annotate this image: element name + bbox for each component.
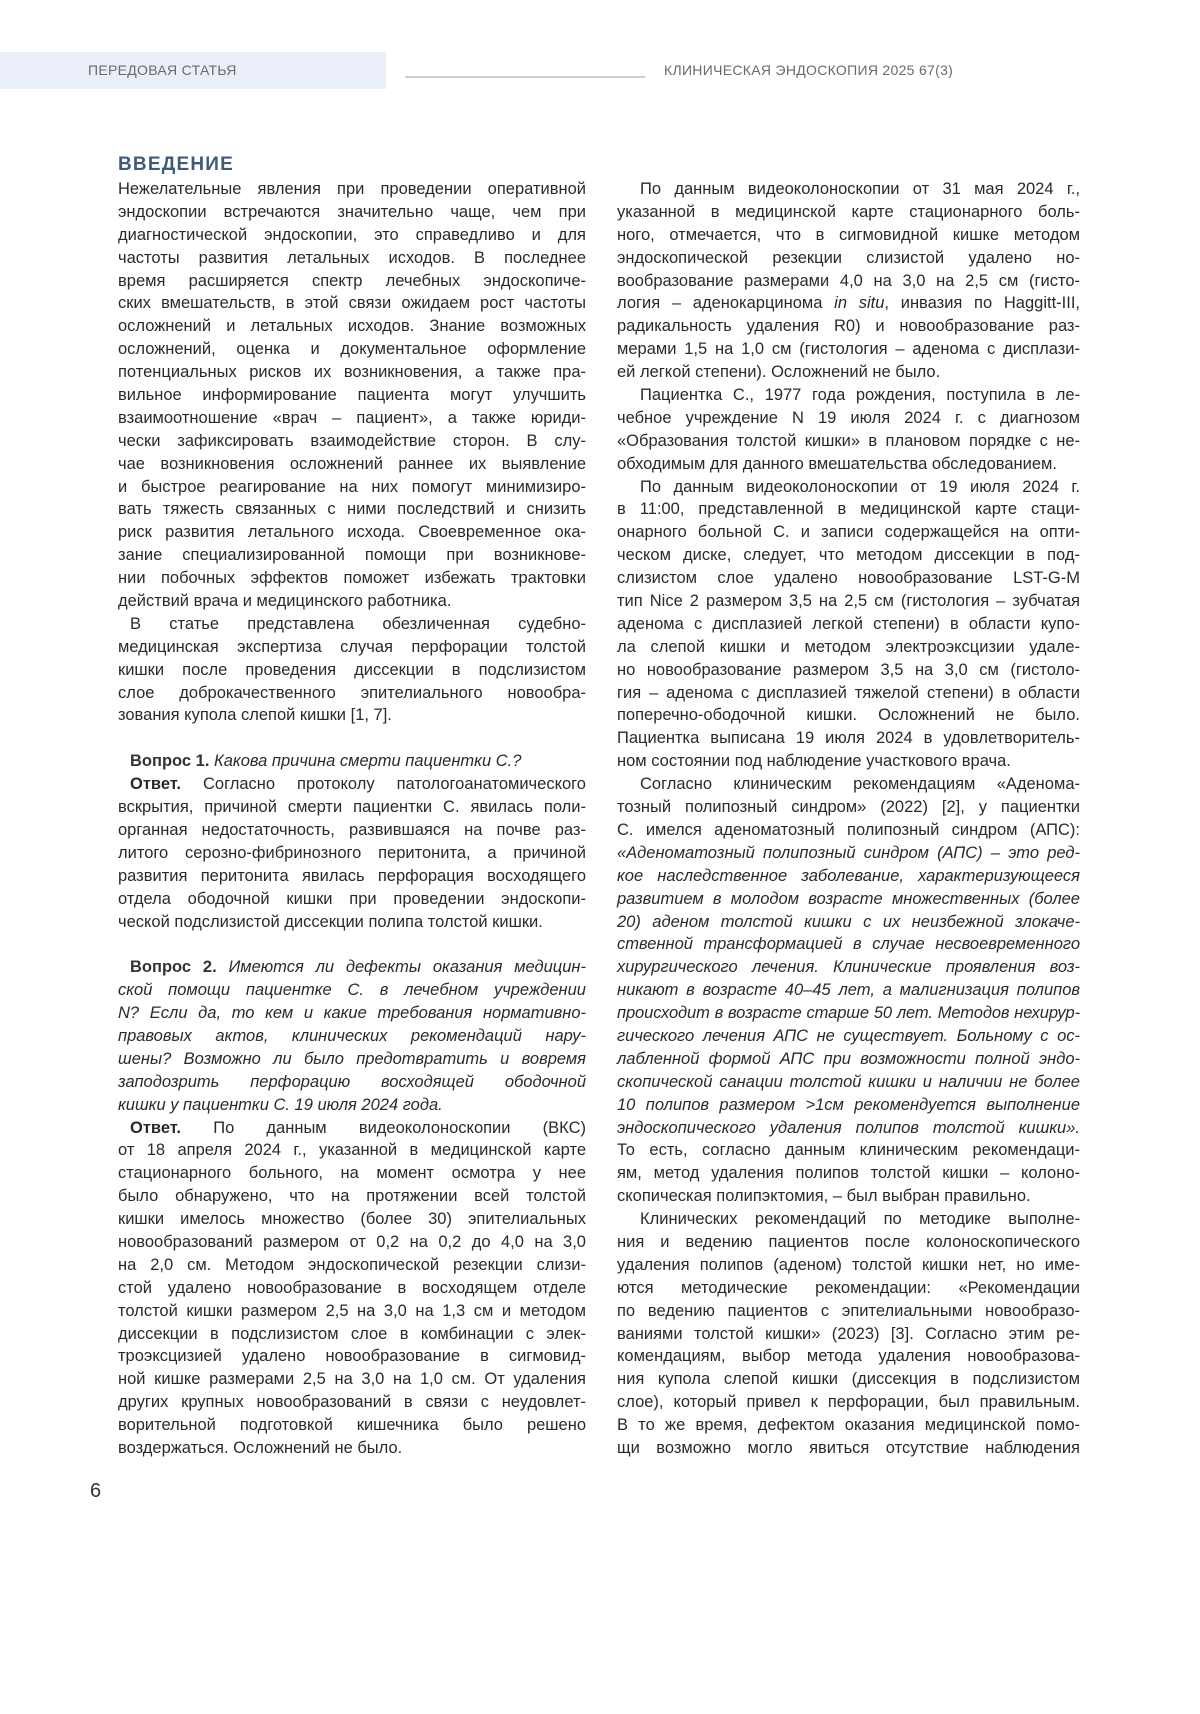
text-run: По данным видеоколоноскопии (ВКС) [213, 1118, 586, 1137]
text-line [118, 1208, 586, 1231]
text-line [617, 567, 1080, 590]
text-run: В то же время, дефектом оказания медицинской помо- [617, 1416, 1080, 1435]
paragraph [118, 1117, 586, 1460]
text-run: скопическая полипэктомия, – был выбран правильно. [617, 1187, 1031, 1206]
text-line [118, 1094, 586, 1117]
text-line [617, 544, 1080, 567]
text-line [118, 773, 586, 796]
text-run: было обнаружено, что на протяжении всей толстой [118, 1187, 586, 1206]
text-run: кишки у пациентки С. 19 июля 2024 года. [118, 1095, 443, 1114]
text-line [118, 1277, 586, 1300]
text-run: троэксцизией удалено новообразование в сигмовид- [118, 1347, 586, 1366]
text-run: удаления полипов (аденом) толстой кишки нет, но име- [617, 1255, 1080, 1274]
text-run: щи возможно могло явиться отсутствие наблюдения [617, 1438, 1080, 1457]
text-line [118, 842, 586, 865]
text-line [118, 956, 586, 979]
text-run: чески зафиксировать взаимодействие сторон. В слу- [118, 431, 586, 450]
text-run: происходит в возрасте старше 50 лет. Методов нехирур- [617, 1004, 1080, 1023]
text-line [617, 521, 1080, 544]
text-run: чае возникновения осложнений раннее их выявление [118, 454, 586, 473]
text-line [118, 453, 586, 476]
text-run: правовых актов, клинических рекомендаций нару- [118, 1026, 586, 1045]
text-run: заподозрить перфорацию восходящей ободочной [118, 1072, 586, 1091]
text-run: вильное информирование пациента могут улучшить [118, 386, 586, 405]
text-line [617, 865, 1080, 888]
text-run: В статье представлена обезличенная судебно- [130, 614, 586, 633]
text-run: ной кишке размерами 2,5 на 3,0 на 1,0 см. От удаления [118, 1370, 586, 1389]
text-line [617, 1048, 1080, 1071]
text-line [118, 636, 586, 659]
text-line [617, 270, 1080, 293]
text-line [617, 1345, 1080, 1368]
text-line [118, 270, 586, 293]
text-run: кое наследственное заболевание, характеризующееся [617, 866, 1080, 885]
text-line [118, 407, 586, 430]
text-run: Пациентка С., 1977 года рождения, поступила в ле- [640, 386, 1080, 405]
text-line [617, 636, 1080, 659]
text-run: ворительной подготовкой кишечника было решено [118, 1416, 586, 1435]
text-run: N? Если да, то кем и какие требования нормативно- [118, 1004, 586, 1023]
text-run: ла слепой кишки и методом электроэксцизии удале- [617, 637, 1080, 656]
text-run: чебное учреждение N 19 июля 2024 г. с диагнозом [617, 408, 1080, 427]
section-label: ПЕРЕДОВАЯ СТАТЬЯ [88, 62, 237, 78]
text-line [617, 819, 1080, 842]
text-line [617, 704, 1080, 727]
text-run: Клинических рекомендаций по методике выполне- [640, 1210, 1080, 1229]
paragraph [617, 178, 1080, 384]
text-run: риск развития летального исхода. Своевременное ока- [118, 523, 586, 542]
text-run: ного, отмечается, что в сигмовидной кишке методом [617, 225, 1080, 244]
text-run: диссекции в подслизистом слое в комбинации с элек- [118, 1324, 586, 1343]
text-run: Нежелательные явления при проведении оперативной [118, 180, 586, 198]
text-run: диагностической эндоскопии, это справедливо и для [118, 225, 586, 244]
text-line [617, 1139, 1080, 1162]
text-line [118, 544, 586, 567]
text-run: онарного больной С. и записи содержащейся на опти- [617, 523, 1080, 542]
text-line [118, 1117, 586, 1140]
text-line [118, 704, 586, 727]
text-line [617, 956, 1080, 979]
run-label: Ответ. [130, 775, 203, 794]
text-run: радикальность удаления R0) и новообразование раз- [617, 317, 1080, 336]
text-line [617, 888, 1080, 911]
text-line [118, 315, 586, 338]
text-run: стационарного больного, на момент осмотра у нее [118, 1164, 586, 1183]
text-run: ской помощи пациентке С. в лечебном учреждении [118, 981, 586, 1000]
text-line [617, 1025, 1080, 1048]
text-line [617, 1277, 1080, 1300]
text-line [617, 590, 1080, 613]
text-line [118, 430, 586, 453]
left-column [118, 178, 586, 1460]
text-line [118, 682, 586, 705]
text-line [617, 659, 1080, 682]
text-run: Согласно протоколу патологоанатомического [202, 775, 586, 794]
text-run: слизистом слое удалено новообразование LST-G-M [617, 569, 1080, 588]
text-line [617, 1071, 1080, 1094]
text-line [118, 796, 586, 819]
text-run: ном состоянии под наблюдение участкового врача. [617, 752, 1011, 771]
text-line [118, 498, 586, 521]
text-run: от 18 апреля 2024 г., указанной в медицинской карте [118, 1141, 586, 1160]
paragraph [617, 476, 1080, 774]
text-line [118, 911, 586, 934]
text-line [118, 1437, 586, 1460]
text-run: Согласно клиническим рекомендациям «Аденома- [640, 775, 1080, 794]
text-line [617, 1300, 1080, 1323]
paragraph [118, 956, 586, 1116]
text-line [118, 1414, 586, 1437]
text-run: указанной в медицинской карте стационарного боль- [617, 202, 1080, 221]
text-run: , инвазия по Haggitt-III, [884, 294, 1080, 313]
text-run: время расширяется спектр лечебных эндоскопиче- [118, 271, 586, 290]
blank-line [118, 727, 586, 750]
text-line [617, 1231, 1080, 1254]
text-line [118, 1300, 586, 1323]
right-column [617, 178, 1080, 1460]
text-line [118, 659, 586, 682]
text-line [617, 1208, 1080, 1231]
text-run: гия – аденома с дисплазией тяжелой степени) в области [617, 683, 1080, 702]
text-run: шены? Возможно ли было предотвратить и вовремя [118, 1049, 586, 1068]
text-run: Пациентка выписана 19 июля 2024 в удовлетворитель- [617, 729, 1080, 748]
text-line [617, 1162, 1080, 1185]
text-run: нии побочных эффектов поможет избежать трактовки [118, 569, 586, 588]
text-run: литого серозно-фибринозного перитонита, а причиной [118, 843, 586, 862]
text-line [118, 750, 586, 773]
text-line [617, 476, 1080, 499]
text-line [617, 1002, 1080, 1025]
text-line [118, 1002, 586, 1025]
text-run: стой удалено новообразование в восходящем отделе [118, 1278, 586, 1297]
text-line [617, 1414, 1080, 1437]
text-line [617, 1391, 1080, 1414]
text-line [617, 1094, 1080, 1117]
text-line [617, 750, 1080, 773]
text-line [617, 796, 1080, 819]
text-run: осложнений и летальных исходов. Знание возможных [118, 317, 586, 336]
text-run: на 2,0 см. Методом эндоскопической резекции слизи- [118, 1255, 586, 1274]
text-run: лабленной формой АПС при возможности полной эндо- [617, 1049, 1080, 1068]
text-line [617, 178, 1080, 201]
text-line [617, 338, 1080, 361]
text-run: ческой подслизистой диссекции полипа толстой кишки. [118, 912, 543, 931]
text-run: толстой кишки размером 2,5 на 3,0 на 1,3 см и методом [118, 1301, 586, 1320]
text-line [118, 361, 586, 384]
text-line [617, 292, 1080, 315]
text-run: медицинская экспертиза случая перфорации толстой [118, 637, 586, 656]
section-heading: ВВЕДЕНИЕ [118, 154, 234, 175]
text-line [118, 476, 586, 499]
text-run: поперечно-ободочной кишки. Осложнений не было. [617, 706, 1080, 725]
text-run: потенциальных рисков их возникновения, а также пра- [118, 363, 586, 382]
text-line [118, 338, 586, 361]
text-line [617, 430, 1080, 453]
text-line [617, 1437, 1080, 1460]
text-line [617, 453, 1080, 476]
text-run: ственной трансформацией в случае несвоевременного [617, 935, 1080, 954]
text-line [617, 842, 1080, 865]
text-line [118, 1231, 586, 1254]
paragraph [118, 773, 586, 933]
text-line [617, 384, 1080, 407]
text-line [617, 1368, 1080, 1391]
text-run: тип Nice 2 размером 3,5 на 2,5 см (гистология – зубчатая [617, 592, 1080, 611]
text-line [118, 1254, 586, 1277]
text-run: и быстрое реагирование на них помогут минимизиро- [118, 477, 586, 496]
text-run: вообразование размерами 4,0 на 3,0 на 2,5 см (гисто- [617, 271, 1080, 290]
text-line [617, 979, 1080, 1002]
header-divider [405, 76, 645, 78]
text-line [118, 292, 586, 315]
text-line [118, 819, 586, 842]
text-run: действий врача и медицинского работника. [118, 592, 452, 611]
text-line [118, 247, 586, 270]
run-label: Вопрос 1. [130, 752, 215, 771]
text-run: мерами 1,5 на 1,0 см (гистология – аденома с дисплази- [617, 340, 1080, 359]
text-line [118, 224, 586, 247]
text-line [118, 979, 586, 1002]
text-run: ческом диске, следует, что методом диссекции в под- [617, 546, 1080, 565]
text-line [118, 1345, 586, 1368]
paragraph [617, 384, 1080, 476]
text-run: По данным видеоколоноскопии от 19 июля 2024 г. [640, 477, 1080, 496]
text-run: новообразований размером от 0,2 на 0,2 до 4,0 на 3,0 [118, 1232, 586, 1251]
blank-line [118, 933, 586, 956]
text-run: гического лечения АПС не существует. Больному с ос- [617, 1026, 1080, 1045]
text-line [118, 1071, 586, 1094]
text-run: других крупных новообразований в связи с неудовлет- [118, 1393, 586, 1412]
text-run: комендациям, выбор метода удаления новообразова- [617, 1347, 1080, 1366]
text-run: по ведению пациентов с эпителиальными новообразо- [617, 1301, 1080, 1320]
text-run: развитием в молодом возрасте множественных (более [617, 889, 1080, 908]
text-line [118, 590, 586, 613]
text-line [118, 567, 586, 590]
run-label: Вопрос 2. [130, 958, 229, 977]
text-run: in situ [834, 294, 885, 313]
text-line [118, 613, 586, 636]
text-run: ния купола слепой кишки (диссекция в подслизистом [617, 1370, 1080, 1389]
text-line [617, 224, 1080, 247]
text-run: скопической санации толстой кишки и наличии не более [617, 1072, 1080, 1091]
text-run: логия – аденокарцинома [617, 294, 835, 313]
text-line [617, 247, 1080, 270]
text-line [118, 1048, 586, 1071]
text-line [617, 911, 1080, 934]
text-run: аденома с дисплазией легкой степени) в области купо- [617, 614, 1080, 633]
text-line [617, 361, 1080, 384]
paragraph [617, 1208, 1080, 1460]
text-run: вскрытия, причиной смерти пациентки С. явилась поли- [118, 798, 586, 817]
paragraph [118, 613, 586, 727]
text-run: осложнений, оценка и документальное оформление [118, 340, 586, 359]
text-run: хирургического лечения. Клинические проявления воз- [617, 958, 1080, 977]
text-run: То есть, согласно данным клиническим рекомендаци- [617, 1141, 1080, 1160]
text-run: По данным видеоколоноскопии от 31 мая 2024 г., [640, 180, 1080, 198]
text-run: отдела ободочной кишки при проведении эндоскопи- [118, 889, 586, 908]
text-run: вать тяжесть связанных с ними последствий и снизить [118, 500, 586, 519]
text-run: Имеются ли дефекты оказания медицин- [228, 958, 586, 977]
text-run: органная недостаточность, развившаяся на почве раз- [118, 820, 586, 839]
text-run: 10 полипов размером >1см рекомендуется выполнение [617, 1095, 1080, 1114]
text-line [617, 315, 1080, 338]
text-line [617, 1254, 1080, 1277]
text-line [118, 1368, 586, 1391]
text-run: «Аденоматозный полипозный синдром (АПС) – это ред- [617, 843, 1080, 862]
text-line [118, 1185, 586, 1208]
text-run: «Образования толстой кишки» в плановом порядке с не- [617, 431, 1080, 450]
text-line [617, 1323, 1080, 1346]
text-line [617, 407, 1080, 430]
text-line [617, 933, 1080, 956]
text-run: но новообразование размером 3,5 на 3,0 см (гистоло- [617, 660, 1080, 679]
text-line [118, 178, 586, 201]
text-line [118, 1139, 586, 1162]
text-line [118, 1323, 586, 1346]
text-run: ваниями толстой кишки» (2023) [3]. Согласно этим ре- [617, 1324, 1080, 1343]
text-run: Какова причина смерти пациентки С.? [214, 752, 522, 771]
text-run: С. имелся аденоматозный полипозный синдром (АПС): [617, 820, 1080, 839]
paragraph [617, 773, 1080, 1208]
text-line [617, 1185, 1080, 1208]
text-run: обходимым для данного вмешательства обследованием. [617, 454, 1057, 473]
text-run: ям, метод удаления полипов толстой кишки – колоно- [617, 1164, 1080, 1183]
text-run: эндоскопической резекции слизистой удалено но- [617, 248, 1080, 267]
text-run: кишки имелось множество (более 30) эпителиальных [118, 1210, 586, 1229]
text-run: эндоскопического удаления полипов толстой кишки». [617, 1118, 1080, 1137]
text-run: ния и ведению пациентов после колоноскопического [617, 1232, 1080, 1251]
text-run: зание специализированной помощи при возникнове- [118, 546, 586, 565]
text-run: в 11:00, представленной в медицинской карте стаци- [617, 500, 1080, 519]
text-run: слое доброкачественного эпителиального новообра- [118, 683, 586, 702]
text-run: ются методические рекомендации: «Рекомендации [617, 1278, 1080, 1297]
text-run: воздержаться. Осложнений не было. [118, 1438, 403, 1457]
text-line [617, 201, 1080, 224]
text-line [617, 613, 1080, 636]
text-run: слое), который привел к перфорации, был правильным. [617, 1393, 1080, 1412]
text-line [617, 1117, 1080, 1140]
text-run: взаимоотношение «врач – пациент», а также юриди- [118, 408, 586, 427]
text-line [118, 201, 586, 224]
text-line [118, 888, 586, 911]
text-run: частоты развития летальных исходов. В последнее [118, 248, 586, 267]
page-number: 6 [90, 1480, 102, 1502]
text-line [118, 1025, 586, 1048]
run-label: Ответ. [130, 1118, 214, 1137]
text-line [118, 384, 586, 407]
text-line [617, 773, 1080, 796]
text-line [118, 865, 586, 888]
text-run: тозный полипозный синдром» (2022) [2], у пациентки [617, 798, 1080, 817]
text-run: развития перитонита явилась перфорация восходящего [118, 866, 586, 885]
text-run: кишки после проведения диссекции в подслизистом [118, 660, 586, 679]
text-run: эндоскопии встречаются значительно чаще, чем при [118, 202, 586, 221]
text-run: ей легкой степени). Осложнений не было. [617, 363, 941, 382]
text-run: 20) аденом толстой кишки с их неизбежной злокаче- [617, 912, 1080, 931]
journal-title: КЛИНИЧЕСКАЯ ЭНДОСКОПИЯ 2025 67(3) [664, 62, 954, 78]
text-line [617, 682, 1080, 705]
text-run: зования купола слепой кишки [1, 7]. [118, 706, 392, 725]
text-line [118, 1391, 586, 1414]
paragraph [118, 750, 586, 773]
text-line [617, 498, 1080, 521]
paragraph [118, 178, 586, 613]
text-run: ских вмешательств, в этой связи ожидаем рост частоты [118, 294, 586, 313]
text-line [118, 521, 586, 544]
text-line [617, 727, 1080, 750]
text-run: никают в возрасте 40–45 лет, а малигнизация полипов [617, 981, 1080, 1000]
text-line [118, 1162, 586, 1185]
